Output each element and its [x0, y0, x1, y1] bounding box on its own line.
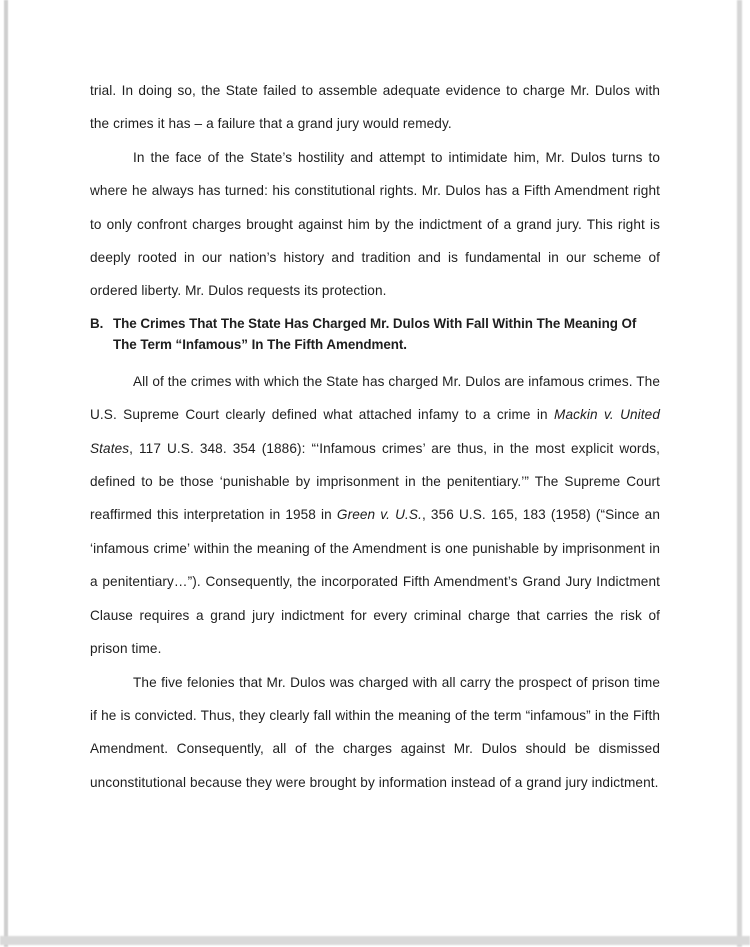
body-paragraph-3: All of the crimes with which the State has charged Mr. Dulos are infamous crimes. The U.S. Supreme Court clearly defined what attached infamy to a crime in Mackin v. United States, 117 U.S. 348. 354 (1886): “‘Infamous crimes’ are thus, in the most explicit words, defined to be those ‘punishable by imprisonment in the penitentiary.’” The Supreme Court reaffirmed this interpretation in 1958 in Green v. U.S., 356 U.S. 165, 183 (1958) (“Since an ‘infamous crime’ within the meaning of the Amendment is one punishable by imprisonment in a penitentiary…”). Consequently, the incorporated Fifth Amendment’s Grand Jury Indictment Clause requires a grand jury indictment for every criminal charge that carries the risk of prison time.: [90, 373, 660, 657]
section-heading-b-text: The Crimes That The State Has Charged Mr. Dulos With Fall Within The Meaning Of The Term “Infamous” In The Fifth Amendment.: [113, 315, 637, 353]
section-heading-b-label: B.: [90, 315, 104, 331]
section-heading-b: [90, 313, 660, 356]
body-paragraph-4: The five felonies that Mr. Dulos was charged with all carry the prospect of prison time if he is convicted. Thus, they clearly fall within the meaning of the term “infamous” in the Fifth Amendment. Consequently, all of the charges against Mr. Dulos should be dismissed unconstitutional because they were brought by information instead of a grand jury indictment.: [90, 674, 660, 790]
page-edge-bottom: [0, 936, 750, 945]
body-paragraph-1: trial. In doing so, the State failed to assemble adequate evidence to charge Mr. Dulos with the crimes it has – a failure that a grand jury would remedy.: [90, 83, 660, 132]
body-paragraph-2: In the face of the State’s hostility and attempt to intimidate him, Mr. Dulos turns to where he always has turned: his constitutional rights. Mr. Dulos has a Fifth Amendment right to only confront charges brought against him by the indictment of a grand jury. This right is deeply rooted in our nation’s history and tradition and is fundamental in our scheme of ordered liberty. Mr. Dulos requests its protection.: [90, 149, 660, 299]
